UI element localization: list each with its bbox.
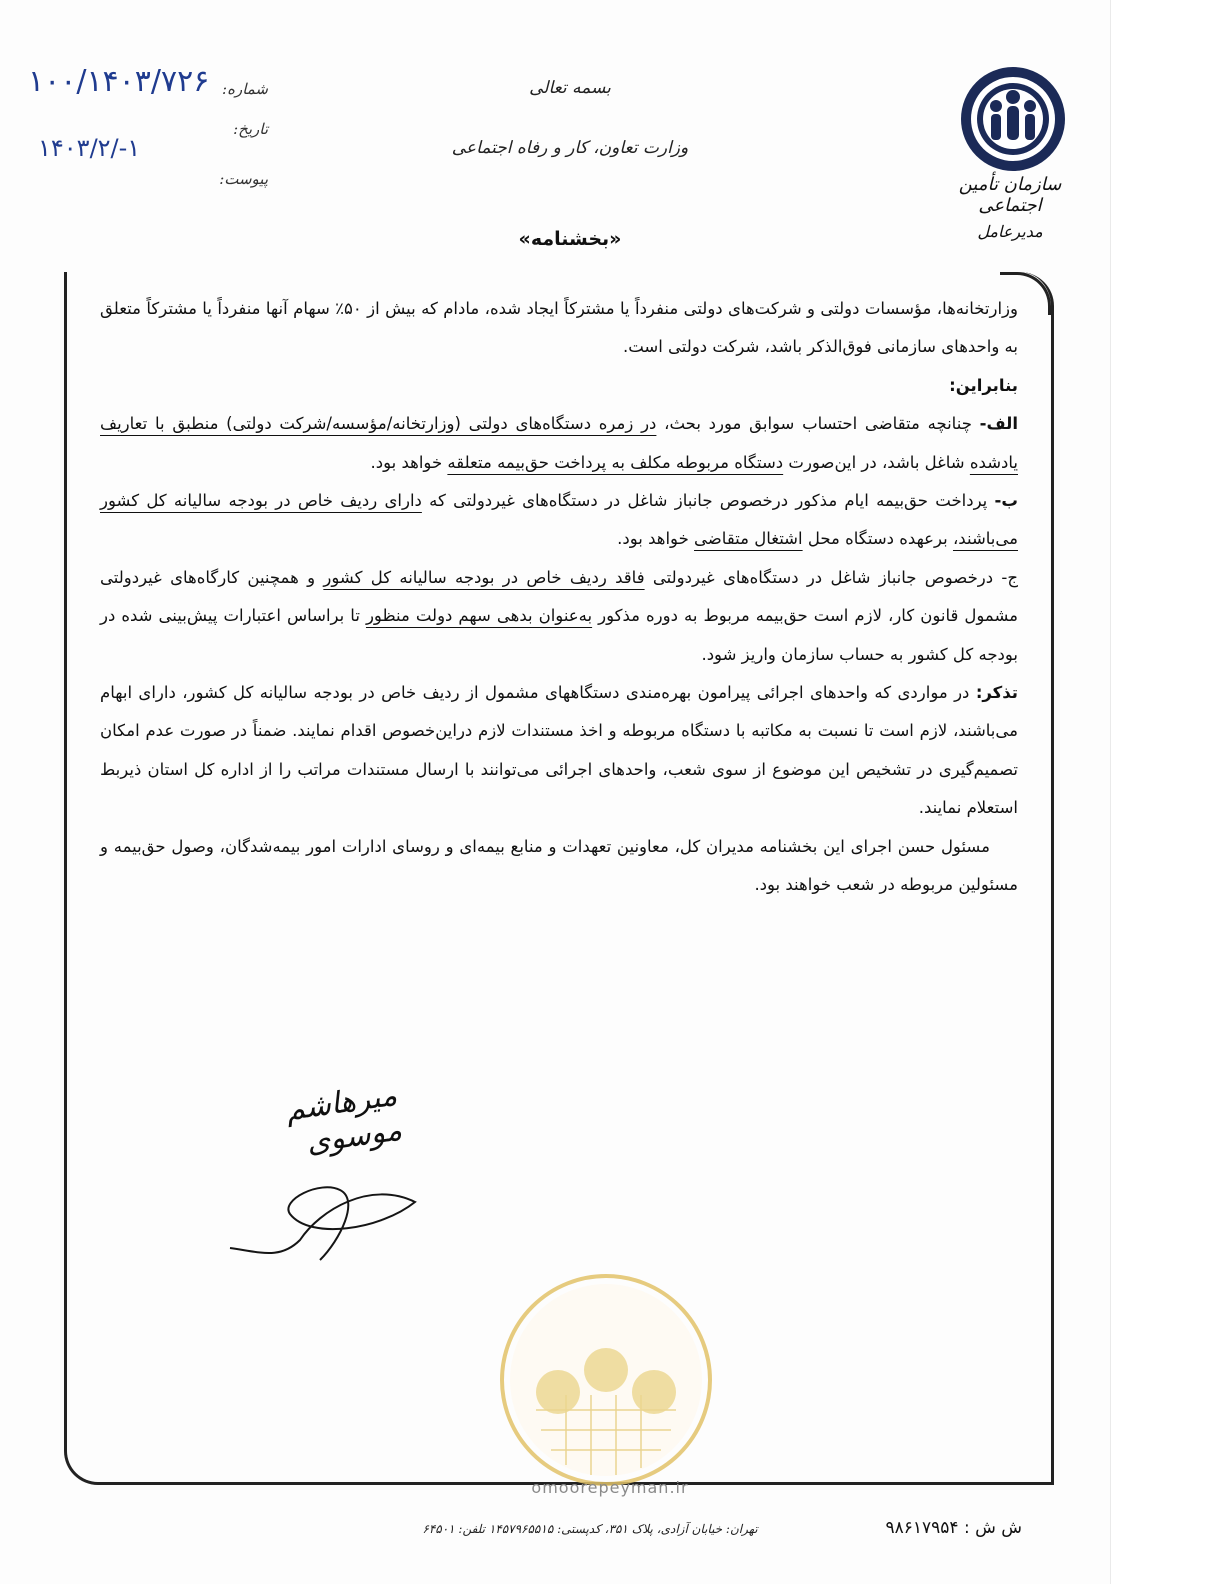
reference-block xyxy=(28,62,268,202)
closing-paragraph: مسئول حسن اجرای این بخشنامه مدیران کل، معاونین تعهدات و منابع بیمه‌ای و روسای ادارات امور بیمه‌شدگان، وصول حق‌بیمه و مسئولین مربوطه در شعب خواهند بود. xyxy=(100,836,1018,895)
label-number: شماره: xyxy=(222,80,268,98)
clause-jim-lead: ج- xyxy=(1001,567,1018,587)
label-date: تاریخ: xyxy=(233,120,268,138)
letter-heading xyxy=(440,60,700,260)
paragraph-definition: وزارتخانه‌ها، مؤسسات دولتی و شرکت‌های دولتی منفرداً یا مشترکاً ایجاد شده، مادام که بیش از ۵۰٪ سهام آنها منفرداً یا مشترکاً متعلق به واحدهای سازمانی فوق‌الذکر باشد، شرکت دولتی است. xyxy=(100,299,1018,357)
clause-jim-text-2: و همچنین کارگاه‌های غیردولتی مشمول قانون کار، لازم است حق‌بیمه مربوط به دوره مذکور xyxy=(100,567,1019,626)
footer-serial-label: ش ش : xyxy=(963,1518,1022,1538)
clause-jim-text-3: تا براساس اعتبارات پیش‌بینی شده در بودجه کل کشور به حساب سازمان واریز شود. xyxy=(100,606,1018,664)
reference-number: ۱۰۰/۱۴۰۳/۷۲۶ xyxy=(28,64,210,99)
basmala: بسمه تعالی xyxy=(529,78,611,98)
ministry-name: وزارت تعاون، کار و رفاه اجتماعی xyxy=(451,138,689,158)
clause-be-underlined-2: اشتغال متقاضی xyxy=(694,529,803,549)
clause-alef-underlined-2: دستگاه مربوطه مکلف به پرداخت حق‌بیمه متعلقه xyxy=(447,452,784,472)
organization-position: مدیرعامل xyxy=(977,222,1043,241)
clause-jim xyxy=(100,559,1018,674)
scan-margin xyxy=(1110,0,1224,1584)
clause-be-text-3: خواهد بود. xyxy=(617,529,689,549)
organization-name: سازمان تأمین اجتماعی xyxy=(958,174,1062,216)
document-type: «بخشنامه» xyxy=(518,228,622,250)
signature-name: میرهاشم موسوی xyxy=(283,1077,404,1161)
letter-body xyxy=(100,290,1018,905)
footer-serial-value: ۹۸۶۱۷۹۵۴ xyxy=(885,1518,959,1538)
reference-date: ۱۴۰۳/۲/-۱ xyxy=(38,134,141,162)
label-attachment: پیوست: xyxy=(219,170,268,188)
clause-be-text-2: برعهده دستگاه محل xyxy=(807,529,948,549)
signature-scribble-icon xyxy=(220,1170,430,1280)
clause-jim-underlined-1: فاقد ردیف خاص در بودجه سالیانه کل کشور xyxy=(323,567,645,587)
note-text: در مواردی که واحدهای اجرائی پیرامون بهره‌مندی دستگاههای مشمول از ردیف خاص در بودجه سالیانه کل کشور، دارای ابهام می‌باشند، لازم است تا نسبت به مکاتبه با دستگاه مربوطه و اخذ مستندات لازم دراین‌خصوص اقدام نمایند. ضمناً در صورت عدم امکان تصمیم‌گیری در تشخیص این موضوع از سوی شعب، واحدهای اجرائی می‌توانند با ارسال مستندات مراتب را از اداره کل استان ذیربط استعلام نمایند. xyxy=(100,683,1018,818)
watermark-website: omoorepeyman.ir xyxy=(531,1478,689,1497)
note-lead: تذکر: xyxy=(975,683,1018,703)
footer-address: تهران: خیابان آزادی، پلاک ۳۵۱، کدپستی: ۱۴۵۷۹۶۵۵۱۵ تلفن: ۶۴۵۰۱ xyxy=(422,1522,758,1536)
clause-alef-text-2: شاغل باشد، در این‌صورت xyxy=(788,452,965,472)
clause-be-lead: ب- xyxy=(994,491,1018,511)
footer-serial xyxy=(862,1518,1022,1538)
clause-alef-underlined-1: در زمره دستگاه‌های دولتی (وزارتخانه/مؤسسه/شرکت دولتی) منطبق با تعاریف یادشده xyxy=(100,414,1018,472)
clause-be-underlined-1: دارای ردیف خاص در بودجه سالیانه کل کشور می‌باشند، xyxy=(100,491,1018,549)
social-security-logo-icon xyxy=(958,64,1068,174)
clause-jim-underlined-2: به‌عنوان بدهی سهم دولت منظور xyxy=(365,606,593,626)
clause-alef-text-3: خواهد بود. xyxy=(370,452,443,472)
note-paragraph xyxy=(100,674,1018,828)
clause-jim-text-1: درخصوص جانباز شاغل در دستگاه‌های غیردولتی xyxy=(652,567,994,587)
watermark-seal-icon xyxy=(496,1270,716,1490)
clause-alef-text-1: چنانچه متقاضی احتساب سوابق مورد بحث، xyxy=(664,414,972,434)
heading-therefore: بنابراین: xyxy=(949,375,1018,395)
clause-alef xyxy=(100,405,1018,482)
clause-alef-lead: الف- xyxy=(979,414,1019,434)
clause-be xyxy=(100,482,1018,559)
clause-be-text-1: پرداخت حق‌بیمه ایام مذکور درخصوص جانباز شاغل در دستگاه‌های غیردولتی که xyxy=(429,491,988,511)
